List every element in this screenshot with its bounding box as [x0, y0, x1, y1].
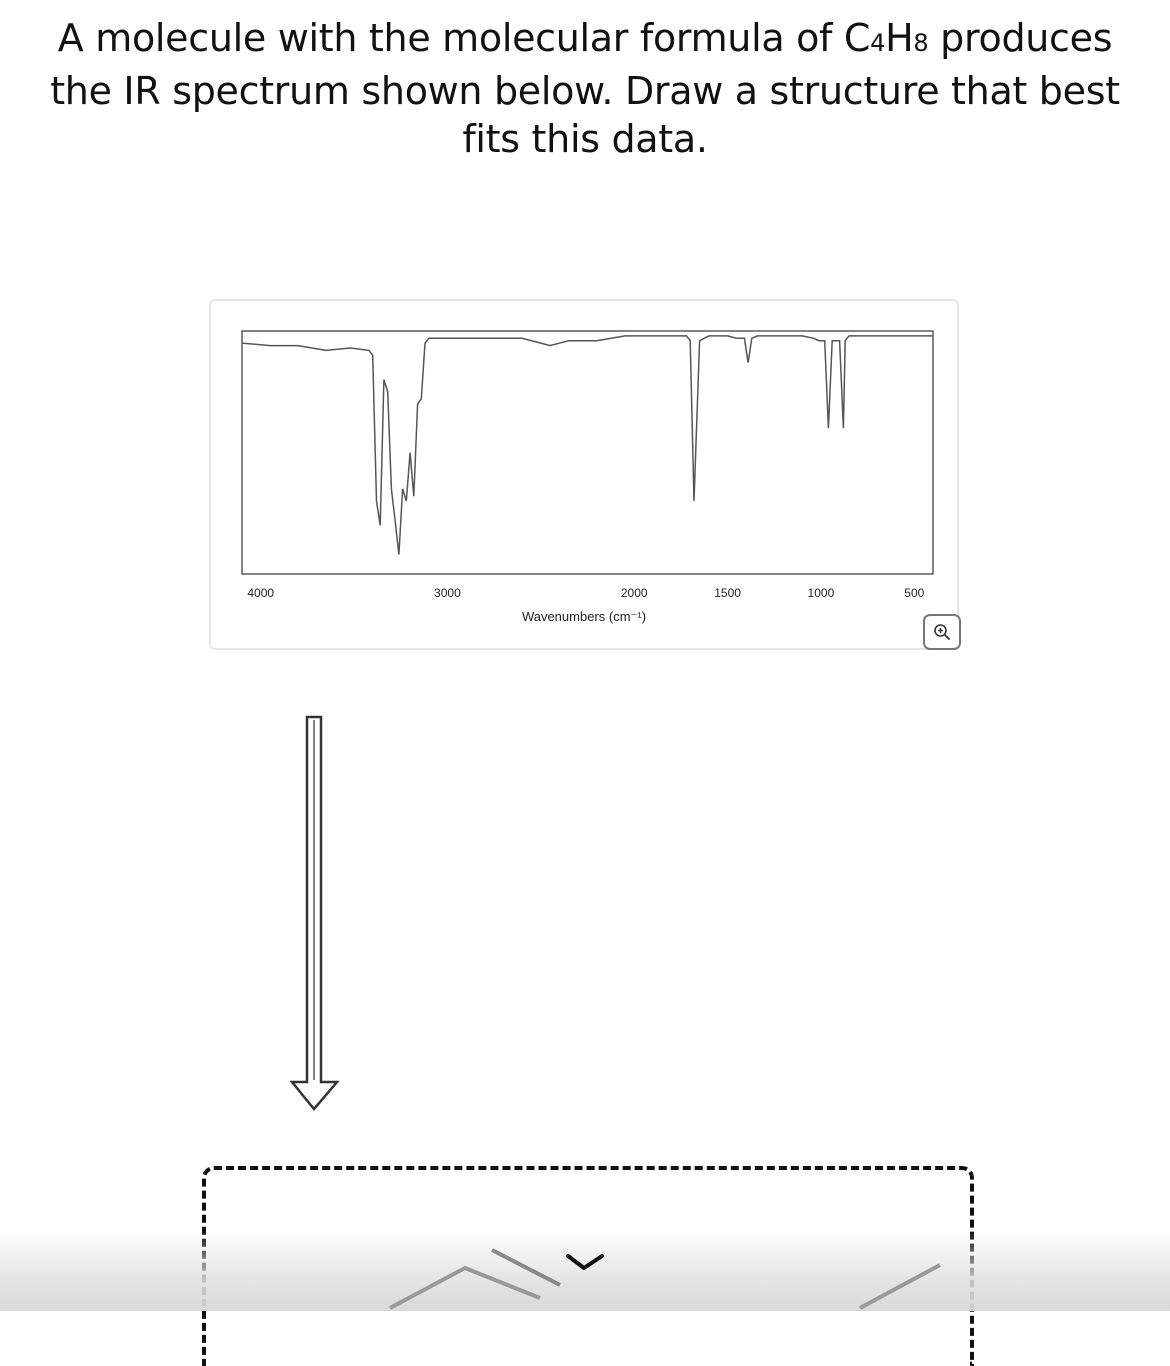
chevron-down-icon[interactable] — [568, 1256, 602, 1268]
zoom-button[interactable] — [923, 614, 961, 650]
structure-preview — [0, 1230, 1170, 1311]
zoom-in-icon — [933, 623, 951, 641]
x-tick-label: 1000 — [807, 586, 835, 600]
question-part: H — [885, 16, 914, 60]
x-tick-label: 2000 — [620, 586, 648, 600]
x-tick-label: 500 — [904, 586, 925, 600]
bond-line — [390, 1268, 540, 1308]
x-tick-label: 1500 — [714, 586, 741, 600]
bond-line — [860, 1265, 940, 1308]
x-tick-label: 4000 — [247, 586, 275, 600]
subscript-4: 4 — [870, 29, 886, 57]
plot-frame — [242, 331, 933, 574]
down-arrow-icon — [290, 714, 340, 1114]
question-part: produces the IR spectrum shown below. Draw a structure that best fits this data. — [50, 16, 1120, 161]
spectrum-line — [242, 336, 933, 555]
question-part: A molecule with the molecular formula of C — [57, 16, 871, 60]
bond-line — [492, 1250, 560, 1285]
subscript-8: 8 — [913, 29, 929, 57]
x-axis-label: Wavenumbers (cm⁻¹) — [521, 609, 647, 624]
x-tick-label: 3000 — [434, 586, 461, 600]
